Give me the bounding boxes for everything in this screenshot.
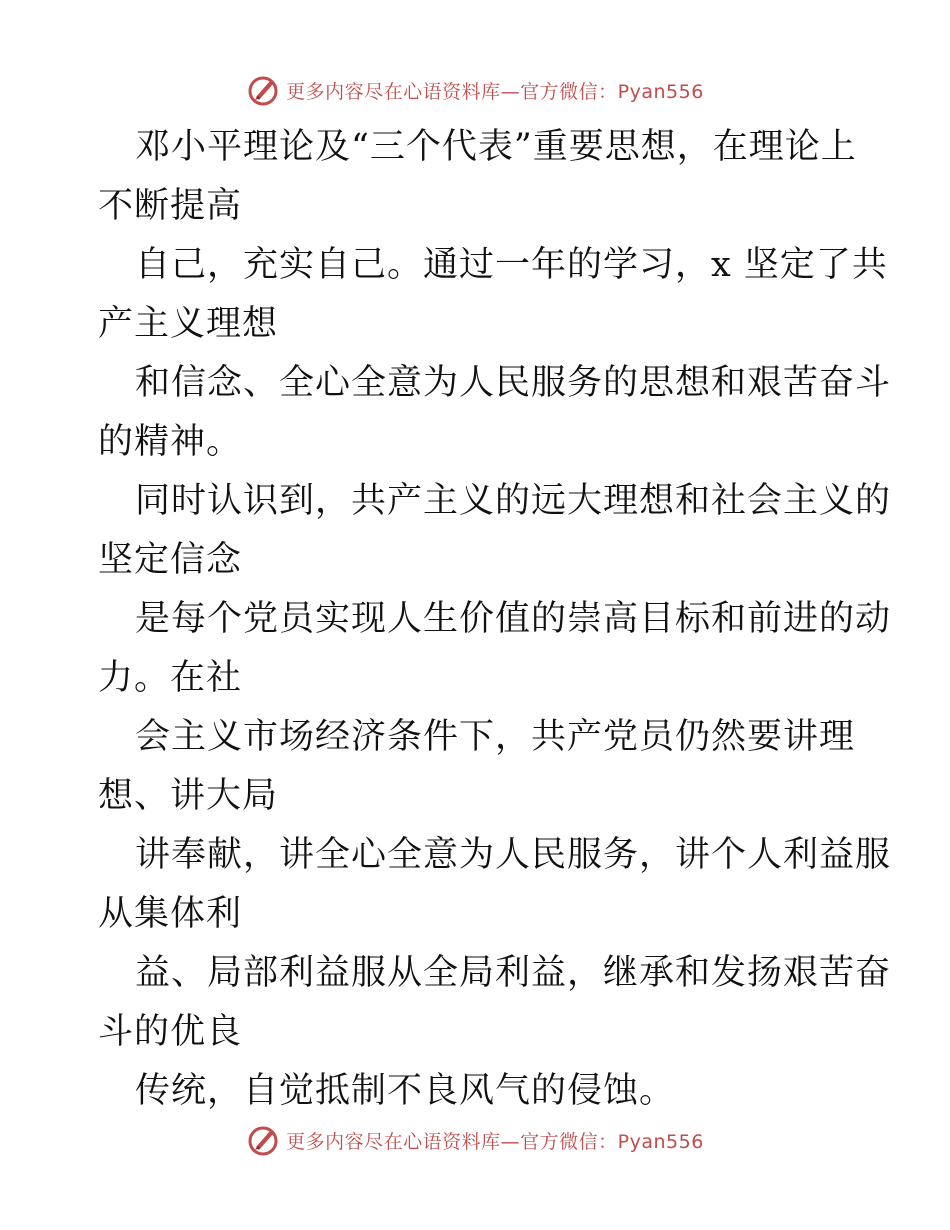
header-separator: — [500,80,521,103]
footer-wechat-text: 官方微信：Pyan556 [520,1130,704,1153]
body-text-line: 从集体利 [98,894,243,934]
header-banner [0,70,950,110]
body-text-line: 的精神。 [98,422,243,462]
body-text-line: 会主义市场经济条件下，共产党员仍然要讲理 [135,717,856,757]
header-wechat-text: 官方微信：Pyan556 [520,80,704,103]
body-text-line: 坚定信念 [98,540,243,580]
body-text-line: 同时认识到，共产主义的远大理想和社会主义的 [135,481,892,521]
quill-pen-logo-icon [246,1123,280,1157]
body-text-line: 斗的优良 [98,1012,243,1052]
footer-banner-text [286,1127,704,1154]
footer-separator: — [500,1130,521,1153]
body-text-line: 想、讲大局 [98,776,279,816]
body-text-line: 传统，自觉抵制不良风气的侵蚀。 [135,1071,676,1111]
quill-pen-logo-icon [246,73,280,107]
body-text-line: 力。在社 [98,658,243,698]
header-banner-text [286,77,704,104]
body-text-line: 不断提高 [98,186,243,226]
header-brand-text: 更多内容尽在心语资料库 [286,80,501,103]
body-text-line: 自己，充实自己。通过一年的学习，x 坚定了共 [135,245,888,285]
document-body [98,118,892,1121]
body-text-line: 益、局部利益服从全局利益，继承和发扬艰苦奋 [135,953,892,993]
body-text-line: 和信念、全心全意为人民服务的思想和艰苦奋斗 [135,363,892,403]
footer-brand-text: 更多内容尽在心语资料库 [286,1130,501,1153]
body-text-line: 产主义理想 [98,304,279,344]
body-text-line: 邓小平理论及“三个代表”重要思想，在理论上 [135,127,857,167]
body-text-line: 是每个党员实现人生价值的崇高目标和前进的动 [135,599,892,639]
footer-banner [0,1120,950,1160]
body-text-line: 讲奉献，讲全心全意为人民服务，讲个人利益服 [135,835,892,875]
